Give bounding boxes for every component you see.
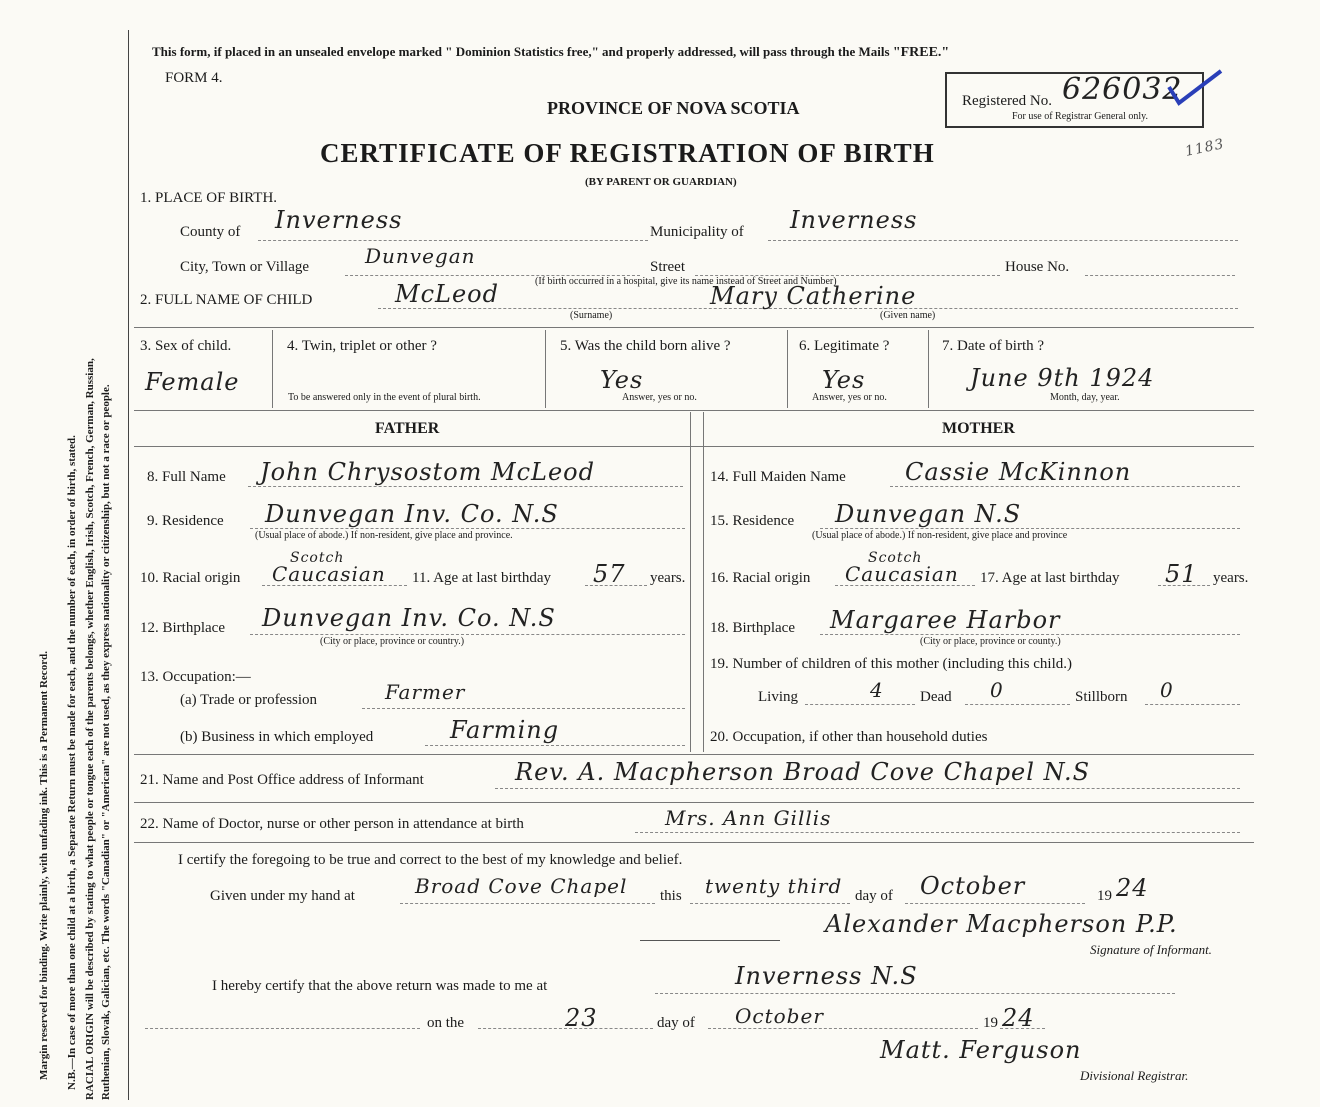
- province-heading: PROVINCE OF NOVA SCOTIA: [547, 98, 800, 118]
- informant-signature: Alexander Macpherson P.P.: [825, 910, 1178, 938]
- mother-name-value: Cassie McKinnon: [905, 458, 1132, 486]
- father-birthplace-note: (City or place, province or country.): [320, 636, 465, 647]
- living-label: Living: [758, 689, 798, 705]
- place-heading: 1. PLACE OF BIRTH.: [140, 190, 278, 206]
- children-count-label: 19. Number of children of this mother (including this child.): [710, 656, 1073, 672]
- margin-racial-note-1: RACIAL ORIGIN will be described by stating to what people or tongue each of the parents belongs, whether English, Irish, Scotch, French, German, Russian,: [84, 358, 96, 1100]
- legitimate-value: Yes: [822, 366, 866, 394]
- on-the-label: on the: [427, 1015, 465, 1031]
- mother-age-label: 17. Age at last birthday: [980, 570, 1120, 586]
- father-occupation-label: 13. Occupation:—: [140, 669, 251, 685]
- mother-years-label: years.: [1213, 570, 1249, 586]
- corner-mark: 1183: [1183, 136, 1226, 160]
- father-name-value: John Chrysostom McLeod: [260, 458, 595, 486]
- mother-racial-label: 16. Racial origin: [710, 570, 811, 586]
- informant-signature-caption: Signature of Informant.: [1090, 942, 1212, 957]
- registrar-signature: Matt. Ferguson: [880, 1036, 1082, 1064]
- stillborn-value: 0: [1160, 678, 1174, 702]
- this-label: this: [660, 888, 682, 904]
- father-trade-label: (a) Trade or profession: [180, 692, 318, 708]
- father-business-label: (b) Business in which employed: [180, 729, 374, 745]
- father-racial-label: 10. Racial origin: [140, 570, 241, 586]
- year-prefix: 19: [1097, 888, 1112, 904]
- registrar-place: Inverness N.S: [735, 962, 918, 990]
- municipality-value: Inverness: [790, 206, 918, 234]
- mother-heading: MOTHER: [942, 420, 1015, 437]
- day-value: twenty third: [705, 874, 843, 898]
- father-birthplace-label: 12. Birthplace: [140, 620, 225, 636]
- month-value: October: [920, 872, 1026, 900]
- registrar-day-of-label: day of: [657, 1015, 695, 1031]
- legitimate-note: Answer, yes or no.: [812, 392, 887, 403]
- given-place: Broad Cove Chapel: [415, 874, 628, 898]
- birth-date-value: June 9th 1924: [970, 364, 1155, 392]
- free-label: "FREE.": [892, 45, 950, 60]
- dead-value: 0: [990, 678, 1004, 702]
- father-trade-value: Farmer: [385, 680, 466, 704]
- city-label: City, Town or Village: [180, 259, 310, 275]
- binding-rule: [128, 30, 129, 1100]
- city-value: Dunvegan: [365, 244, 476, 268]
- father-residence-value: Dunvegan Inv. Co. N.S: [265, 500, 559, 528]
- father-age-value: 57: [593, 560, 626, 588]
- given-label: Given under my hand at: [210, 888, 355, 904]
- mother-name-label: 14. Full Maiden Name: [710, 469, 846, 485]
- alive-label: 5. Was the child born alive ?: [560, 338, 731, 354]
- house-label: House No.: [1005, 259, 1070, 275]
- mother-birthplace-label: 18. Birthplace: [710, 620, 795, 636]
- mother-residence-value: Dunvegan N.S: [835, 500, 1022, 528]
- day-of-label: day of: [855, 888, 893, 904]
- page-subtitle: (BY PARENT OR GUARDIAN): [585, 176, 737, 188]
- street-label: Street: [650, 259, 685, 275]
- twin-label: 4. Twin, triplet or other ?: [287, 338, 437, 354]
- registered-label: Registered No.: [962, 93, 1052, 109]
- child-surname: McLeod: [395, 280, 499, 308]
- father-business-value: Farming: [450, 716, 560, 744]
- dead-label: Dead: [920, 689, 952, 705]
- father-residence-label: 9. Residence: [147, 513, 224, 529]
- margin-nb-note: N.B.—In case of more than one child at a birth, a Separate Return must be made for each, and the number of each, in order of birth, stated.: [66, 435, 78, 1090]
- father-name-label: 8. Full Name: [147, 469, 226, 485]
- margin-racial-note-2: Ruthenian, Slovak, Galician, etc. The words "Canadian" or "American" are not used, as they express nationality or citizenship, but not a race or people.: [100, 384, 112, 1100]
- registered-number: 626032: [1062, 72, 1183, 107]
- page-title: CERTIFICATE OF REGISTRATION OF BIRTH: [320, 138, 935, 168]
- municipality-label: Municipality of: [650, 224, 744, 240]
- living-value: 4: [870, 678, 884, 702]
- sex-label: 3. Sex of child.: [140, 338, 232, 354]
- county-label: County of: [180, 224, 241, 240]
- mother-birthplace-note: (City or place, province or county.): [920, 636, 1061, 647]
- child-name-label: 2. FULL NAME OF CHILD: [140, 292, 313, 308]
- mother-occupation-label: 20. Occupation, if other than household duties: [710, 729, 988, 745]
- mother-residence-label: 15. Residence: [710, 513, 795, 529]
- year-value: 24: [1116, 874, 1149, 902]
- birth-date-note: Month, day, year.: [1050, 392, 1120, 403]
- surname-caption: (Surname): [570, 310, 613, 321]
- alive-value: Yes: [600, 366, 644, 394]
- form-number: FORM 4.: [165, 70, 223, 86]
- father-residence-note: (Usual place of abode.) If non-resident, give place and province.: [255, 530, 513, 541]
- informant-value: Rev. A. Macpherson Broad Cove Chapel N.S: [515, 758, 1091, 786]
- check-mark-icon: [1165, 65, 1225, 110]
- registrar-month: October: [735, 1004, 824, 1028]
- margin-binding-note: Margin reserved for binding. Write plainly, with unfading ink. This is a Permanent Record.: [38, 651, 50, 1080]
- registrar-year: 24: [1002, 1004, 1035, 1032]
- father-birthplace-value: Dunvegan Inv. Co. N.S: [262, 604, 556, 632]
- child-given-name: Mary Catherine: [710, 282, 917, 310]
- mother-birthplace-value: Margaree Harbor: [830, 606, 1061, 634]
- doctor-value: Mrs. Ann Gillis: [665, 806, 832, 830]
- mail-notice: This form, if placed in an unsealed envelope marked " Dominion Statistics free," and properly addressed, will pass through the Mails "FREE.": [152, 44, 950, 60]
- registrar-note: For use of Registrar General only.: [1012, 111, 1148, 122]
- mother-racial-value: Caucasian: [845, 562, 959, 586]
- given-caption: (Given name): [880, 310, 936, 321]
- informant-label: 21. Name and Post Office address of Informant: [140, 772, 424, 788]
- alive-note: Answer, yes or no.: [622, 392, 697, 403]
- certify-statement: I certify the foregoing to be true and correct to the best of my knowledge and belief.: [178, 852, 683, 868]
- birth-date-label: 7. Date of birth ?: [942, 338, 1045, 354]
- stillborn-label: Stillborn: [1075, 689, 1128, 705]
- county-value: Inverness: [275, 206, 403, 234]
- hospital-note: (If birth occurred in a hospital, give its name instead of Street and Number): [535, 276, 837, 287]
- mother-residence-note: (Usual place of abode.) If non-resident, give place and province: [812, 530, 1068, 541]
- registrar-day: 23: [565, 1004, 598, 1032]
- mother-age-value: 51: [1165, 560, 1198, 588]
- legitimate-label: 6. Legitimate ?: [799, 338, 890, 354]
- registrar-statement: I hereby certify that the above return was made to me at: [212, 978, 548, 994]
- twin-note: To be answered only in the event of plural birth.: [288, 392, 481, 403]
- registrar-caption: Divisional Registrar.: [1080, 1068, 1189, 1083]
- mother-racial-note: Scotch: [868, 550, 923, 566]
- father-age-label: 11. Age at last birthday: [412, 570, 551, 586]
- father-racial-value: Caucasian: [272, 562, 386, 586]
- father-years-label: years.: [650, 570, 686, 586]
- sex-value: Female: [145, 368, 240, 396]
- father-heading: FATHER: [375, 420, 440, 437]
- registrar-year-prefix: 19: [983, 1015, 998, 1031]
- father-racial-note: Scotch: [290, 550, 345, 566]
- doctor-label: 22. Name of Doctor, nurse or other person in attendance at birth: [140, 816, 524, 832]
